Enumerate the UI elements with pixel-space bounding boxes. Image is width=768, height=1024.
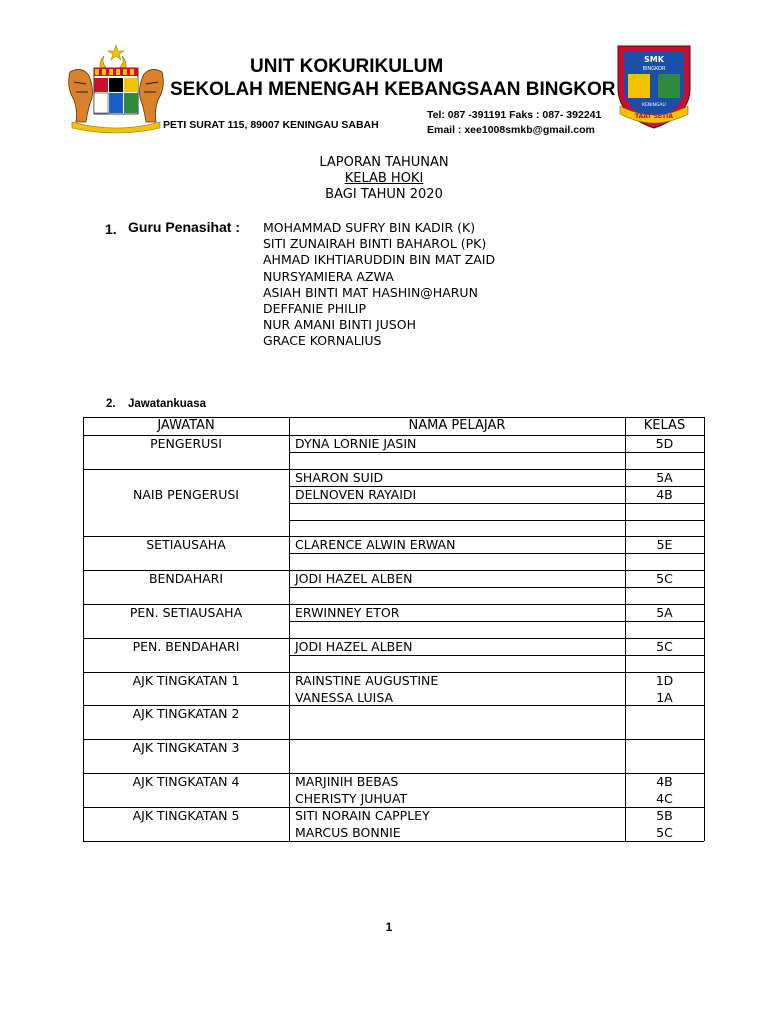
class-cell: 1D xyxy=(655,672,674,688)
table-group-line xyxy=(83,638,704,639)
position-cell: AJK TINGKATAN 2 xyxy=(132,706,240,722)
position-cell: SETIAUSAHA xyxy=(146,537,226,553)
position-cell: AJK TINGKATAN 4 xyxy=(132,774,240,789)
table-group-line xyxy=(83,536,704,537)
table-row-line xyxy=(289,587,704,588)
committee-number: 2. xyxy=(106,398,116,410)
student-name-cell: CLARENCE ALWIN ERWAN xyxy=(295,537,456,553)
table-group-line xyxy=(83,705,704,706)
student-name-cell: SHARON SUID xyxy=(295,469,384,485)
table-row-line xyxy=(289,503,704,504)
position-cell: NAIB PENGERUSI xyxy=(133,486,239,502)
class-cell: 5A xyxy=(656,605,673,620)
school-address: PETI SURAT 115, 89007 KENINGAU SABAH xyxy=(163,119,379,131)
advisors-number: 1. xyxy=(105,221,117,237)
class-cell: 1A xyxy=(656,689,673,705)
class-cell: 5C xyxy=(656,571,673,587)
advisor-name: SITI ZUNAIRAH BINTI BAHAROL (PK) xyxy=(263,236,487,252)
advisor-name: AHMAD IKHTIARUDDIN BIN MAT ZAID xyxy=(263,252,496,268)
advisor-name: MOHAMMAD SUFRY BIN KADIR (K) xyxy=(263,220,476,235)
advisor-name: DEFFANIE PHILIP xyxy=(263,301,367,317)
student-name-cell: MARJINIH BEBAS xyxy=(295,774,399,789)
student-name-cell: MARCUS BONNIE xyxy=(295,824,401,840)
class-cell: 5D xyxy=(655,436,674,451)
report-title: LAPORAN TAHUNAN xyxy=(319,155,449,170)
student-name-cell: RAINSTINE AUGUSTINE xyxy=(295,672,439,688)
table-row-line xyxy=(289,486,704,487)
svg-text:BINGKOR: BINGKOR xyxy=(642,66,666,72)
student-name-cell: JODI HAZEL ALBEN xyxy=(295,571,413,587)
position-cell: AJK TINGKATAN 1 xyxy=(132,672,240,688)
position-cell: PEN. BENDAHARI xyxy=(132,638,240,654)
table-row-line xyxy=(289,452,704,453)
table-header: NAMA PELAJAR xyxy=(408,418,506,433)
student-name-cell: JODI HAZEL ALBEN xyxy=(295,638,413,654)
student-name-cell: DYNA LORNIE JASIN xyxy=(295,436,417,451)
table-header: JAWATAN xyxy=(157,418,215,433)
svg-text:SMK: SMK xyxy=(644,55,664,64)
position-cell: PEN. SETIAUSAHA xyxy=(129,605,243,620)
class-cell: 5C xyxy=(656,824,673,840)
position-cell: AJK TINGKATAN 3 xyxy=(132,740,240,756)
class-cell: 4B xyxy=(656,774,673,789)
table-row-line xyxy=(289,553,704,554)
page-number: 1 xyxy=(385,920,393,934)
committee-label: Jawatankuasa xyxy=(128,398,206,410)
table-group-line xyxy=(83,841,704,842)
school-badge-logo xyxy=(614,42,694,130)
table-header-divider xyxy=(83,435,704,436)
school-name: SEKOLAH MENENGAH KEBANGSAAN BINGKOR xyxy=(170,79,616,100)
table-row-line xyxy=(289,655,704,656)
table-column-line xyxy=(704,417,705,841)
class-cell: 5A xyxy=(656,469,673,485)
advisor-name: NUR AMANI BINTI JUSOH xyxy=(263,317,416,333)
student-name-cell: VANESSA LUISA xyxy=(295,689,394,705)
student-name-cell: ERWINNEY ETOR xyxy=(295,605,400,620)
class-cell: 4C xyxy=(656,790,673,806)
advisor-list xyxy=(263,220,495,350)
table-group-line xyxy=(83,604,704,605)
svg-text:TAAT SETIA: TAAT SETIA xyxy=(634,113,674,120)
advisor-name: ASIAH BINTI MAT HASHIN@HARUN xyxy=(263,284,478,300)
position-cell: PENGERUSI xyxy=(150,436,222,451)
table-row-line xyxy=(289,520,704,521)
table-row-line xyxy=(289,621,704,622)
email: Email : xee1008smkb@gmail.com xyxy=(427,124,595,136)
class-cell: 4B xyxy=(656,486,673,502)
table-group-line xyxy=(83,739,704,740)
table-group-line xyxy=(83,672,704,673)
table-group-line xyxy=(83,773,704,774)
table-group-line xyxy=(83,807,704,808)
student-name-cell: SITI NORAIN CAPPLEY xyxy=(295,807,430,823)
table-header: KELAS xyxy=(643,418,686,433)
class-cell: 5B xyxy=(656,807,673,823)
report-year: BAGI TAHUN 2020 xyxy=(325,187,443,202)
class-cell: 5E xyxy=(656,537,673,553)
student-name-cell: DELNOVEN RAYAIDI xyxy=(295,486,417,502)
table-group-line xyxy=(83,469,704,470)
table-column-line xyxy=(625,417,626,841)
table-group-line xyxy=(83,570,704,571)
advisor-name: GRACE KORNALIUS xyxy=(263,333,382,349)
coat-of-arms-logo xyxy=(64,42,168,134)
table-column-line xyxy=(83,417,84,841)
phone-fax: Tel: 087 -391191 Faks : 087- 392241 xyxy=(427,109,602,121)
position-cell: BENDAHARI xyxy=(148,571,224,587)
advisor-name: NURSYAMIERA AZWA xyxy=(263,268,394,284)
table-border xyxy=(83,417,704,418)
club-name: KELAB HOKI xyxy=(344,171,424,186)
unit-title: UNIT KOKURIKULUM xyxy=(250,56,444,77)
advisors-label: Guru Penasihat : xyxy=(128,219,241,235)
class-cell: 5C xyxy=(656,638,673,654)
position-cell: AJK TINGKATAN 5 xyxy=(132,807,240,823)
table-column-line xyxy=(289,417,290,841)
svg-text:KENINGAU: KENINGAU xyxy=(642,103,666,108)
student-name-cell: CHERISTY JUHUAT xyxy=(295,790,408,806)
